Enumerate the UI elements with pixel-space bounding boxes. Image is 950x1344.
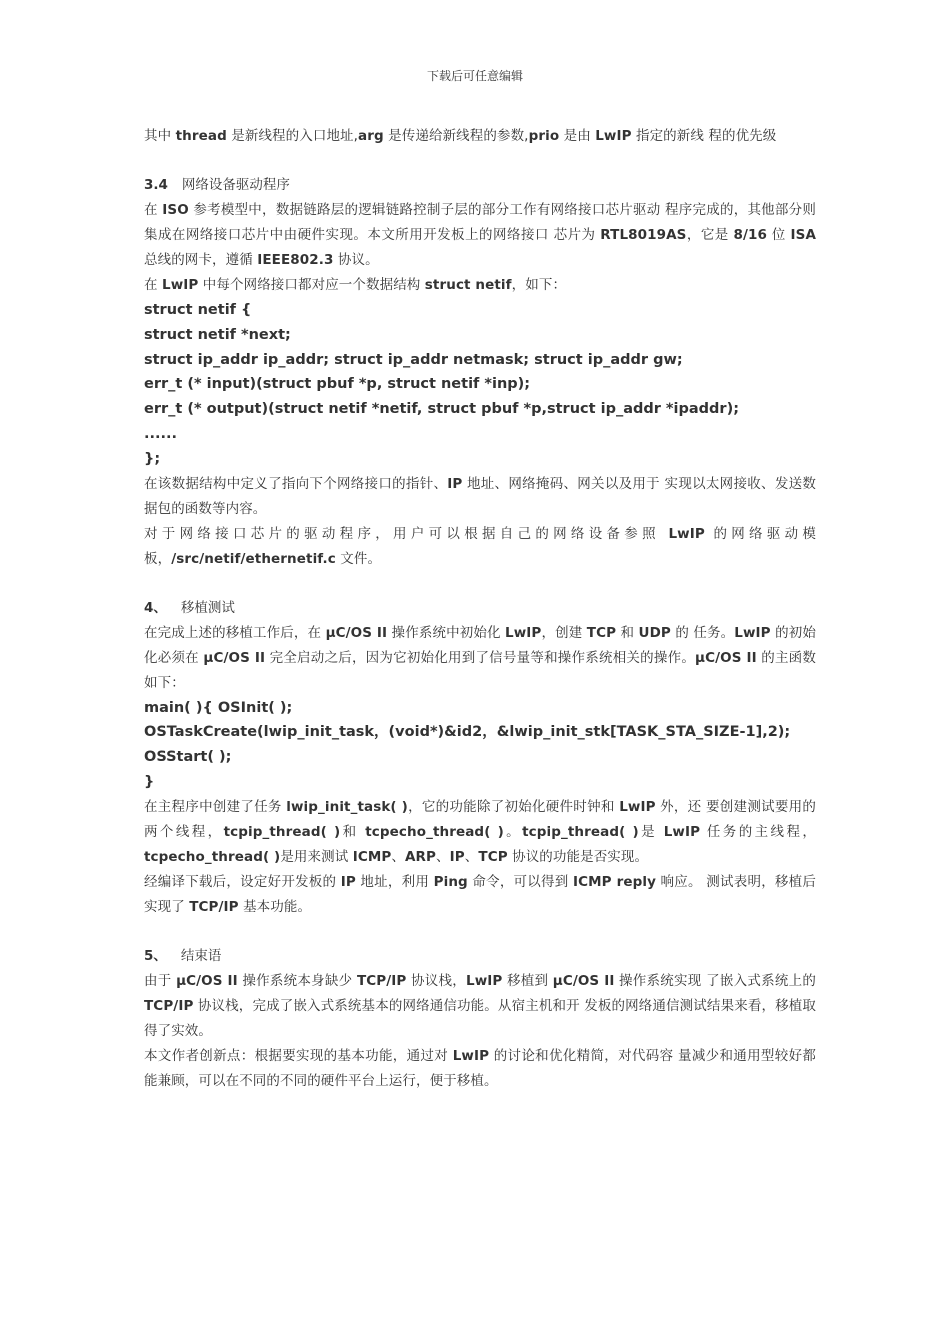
bold-term: Ping [433,873,468,890]
text-run: 、 [391,848,405,865]
code-line: err_t (* input)(struct pbuf *p, struct netif *inp); [144,376,531,393]
bold-term: μC/OS II [552,972,615,989]
bold-term: RTL8019AS [600,227,687,243]
bold-term: ICMP [352,848,392,865]
text-run: 本文作者创新点：根据要实现的基本功能，通过对 [144,1047,453,1064]
paragraph-struct-description [144,472,816,522]
text-run: 是 [638,823,664,840]
text-run: 的初始化必须在 [144,624,816,666]
bold-term: prio [528,128,560,144]
code-line: }; [144,450,161,467]
text-run: ，如下： [511,277,567,293]
text-run: 操作系统实现 了嵌入式系统上的 [614,972,817,989]
text-run: 是用来测试 [280,848,353,865]
text-run: 、 [436,848,450,865]
code-line: main( ){ OSInit( ); [144,699,293,716]
text-run: 由于 [144,972,177,989]
text-run: 在 [144,277,162,293]
text-run: 其中 [144,128,176,144]
bold-term: TCP [586,624,617,641]
text-run: 在 [144,202,163,218]
bold-term: lwip_init_task( ) [286,798,408,815]
paragraph-conclusion [144,969,816,1044]
text-run: 的主函数如下： [144,649,816,691]
bold-term: IEEE802.3 [257,252,334,268]
bold-term: thread [175,128,227,144]
text-run: 移植到 [502,972,553,989]
text-run: 操作系统中初始化 [387,624,506,641]
text-run: 经编译下载后，设定好开发板的 [144,873,341,890]
text-run: 响应。 测试表明，移植后实现了 [144,873,816,915]
bold-term: LwIP [162,277,199,293]
code-block-main [144,696,816,795]
text-run: 地址、网络掩码、网关以及用于 实现以太网接收、发送数据包的函数等内容。 [144,475,816,517]
document-body [144,124,816,1094]
section-title: 结束语 [180,947,222,964]
text-run: ，创建 [541,624,587,641]
text-run: 在主程序中创建了任务 [144,798,287,815]
text-run: ，它是 [686,227,734,243]
bold-term: IP [340,873,356,890]
section-number: 4、 [144,599,167,616]
text-run: 的网络驱动模 板， [144,525,816,567]
code-line: ...... [144,425,178,442]
text-run: 、 [464,848,479,865]
code-line: struct ip_addr ip_addr; struct ip_addr netmask; struct ip_addr gw; [144,351,683,368]
bold-term: μC/OS II [176,972,238,989]
section-title: 网络设备驱动程序 [181,177,290,193]
text-run: 文件。 [335,550,382,567]
paragraph-iso-model [144,198,816,273]
bold-term: TCP [478,848,508,865]
code-block-netif [144,298,816,472]
bold-term: ICMP reply [573,873,657,890]
bold-term: tcpip_thread( ) [522,823,639,840]
paragraph-main-description [144,795,816,870]
paragraph-ping-test [144,870,816,920]
text-run: 和 [616,624,639,641]
code-line: err_t (* output)(struct netif *netif, struct pbuf *p,struct ip_addr *ipaddr); [144,401,739,418]
section-title: 移植测试 [180,599,235,616]
code-line: struct netif *next; [144,326,291,343]
bold-term: ISA [790,227,816,243]
text-run: 协议的功能是否实现。 [507,848,649,865]
page-header: 下载后可任意编辑 [426,69,523,83]
bold-term: tcpip_thread( ) [223,823,341,840]
text-run: 总线的网卡，遵循 [144,252,258,268]
text-run: 是传递给新线程的参数, [383,128,529,144]
text-run: 完全启动之后，因为它初始化用到了信号量等和操作系统相关的操作。 [265,649,696,666]
bold-term: LwIP [619,798,656,815]
text-run: 协议。 [333,252,379,268]
section-number: 5、 [144,947,167,964]
section-heading-3-4 [144,173,816,198]
text-run: 的 任务。 [670,624,735,641]
text-run: 。 [503,823,523,840]
paragraph-thread-params [144,124,816,149]
bold-term: tcpecho_thread( ) [365,823,504,840]
section-heading-4 [144,596,816,621]
text-run: 地址，利用 [355,873,434,890]
bold-term: ISO [162,202,189,218]
text-run: 的讨论和优化精简，对代码容 量减少和通用型较好都能兼顾，可以在不同的不同的硬件平台上运行，便于移植。 [144,1047,816,1089]
code-line: OSStart( ); [144,749,232,766]
text-run: 指定的新线 程的优先级 [631,128,777,144]
bold-term: ARP [405,848,437,865]
bold-term: UDP [638,624,671,641]
section-heading-5 [144,944,816,969]
paragraph-innovation [144,1044,816,1094]
text-run: 位 [767,227,791,243]
bold-term: IP [449,848,465,865]
bold-term: LwIP [466,972,503,989]
bold-term: TCP/IP [144,997,194,1014]
text-run: 在完成上述的移植工作后，在 [144,624,326,641]
bold-term: LwIP [595,128,632,144]
bold-term: TCP/IP [189,898,239,915]
text-run: 任务的主线程， [700,823,816,840]
code-line: } [144,773,155,790]
text-run: ，它的功能除了初始化硬件时钟和 [407,798,620,815]
text-run: 协议栈，完成了嵌入式系统基本的网络通信功能。从宿主机和开 发板的网络通信测试结果来看，移植取得了实效。 [144,997,816,1039]
bold-term: LwIP [505,624,542,641]
text-run: 命令，可以得到 [467,873,574,890]
bold-term: struct netif [424,277,512,293]
text-run: 是新线程的入口地址, [226,128,359,144]
section-number: 3.4 [144,177,168,193]
text-run: 在该数据结构中定义了指向下个网络接口的指针、 [144,475,448,492]
text-run: 基本功能。 [238,898,312,915]
code-line: struct netif { [144,302,252,318]
paragraph-driver [144,522,816,572]
bold-term: LwIP [668,525,705,542]
bold-term: LwIP [663,823,701,840]
text-run: 外，还 要创建测试要用的两个线程， [144,798,816,840]
code-line: OSTaskCreate(lwip_init_task，(void*)&id2，&lwip_init_stk[TASK_STA_SIZE-1],2); [144,724,791,741]
bold-term: LwIP [452,1047,490,1064]
bold-term: μC/OS II [203,649,266,666]
text-run: 参考模型中，数据链路层的逻辑链路控制子层的部分工作有网络接口芯片驱动 程序完成的，其他部分则集成在网络接口芯片中由硬件实现。本文所用开发板上的网络接口 芯片为 [144,202,817,243]
text-run: 和 [340,823,366,840]
paragraph-netif-intro [144,273,816,298]
text-run: 是由 [559,128,596,144]
text-run: 中每个网络接口都对应一个数据结构 [198,277,425,293]
bold-term: arg [358,128,384,144]
bold-term: μC/OS II [325,624,388,641]
text-run: 对于网络接口芯片的驱动程序，用户可以根据自己的网络设备参照 [144,525,669,542]
bold-term: /src/netif/ethernetif.c [171,550,336,567]
text-run: 协议栈， [406,972,466,989]
bold-term: IP [447,475,463,492]
bold-term: tcpecho_thread( ) [144,848,281,865]
bold-term: μC/OS II [695,649,757,666]
bold-term: TCP/IP [356,972,407,989]
text-run: 操作系统本身缺少 [237,972,357,989]
bold-term: LwIP [734,624,771,641]
bold-term: 8/16 [733,227,768,243]
paragraph-porting-test [144,621,816,696]
